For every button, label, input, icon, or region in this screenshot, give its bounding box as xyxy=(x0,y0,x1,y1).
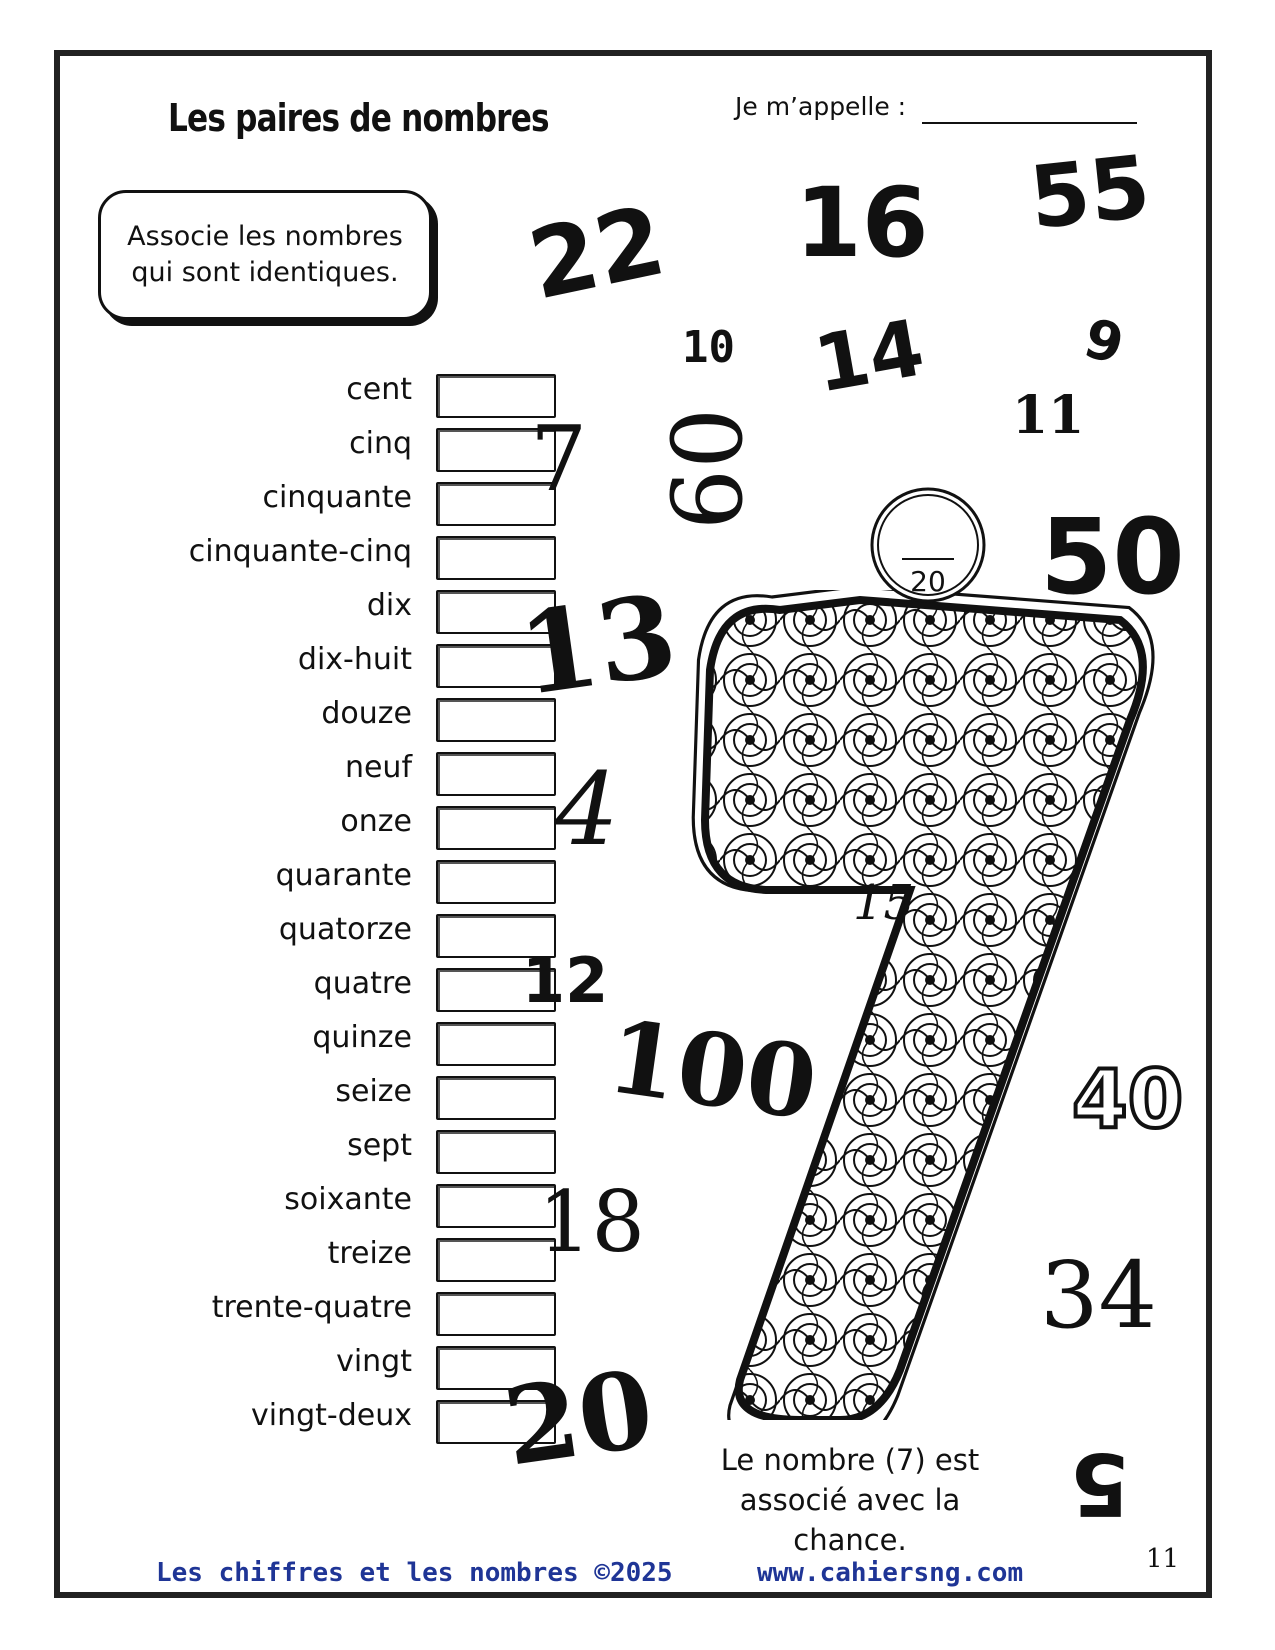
footer-copyright: Les chiffres et les nombres ©2025 xyxy=(156,1558,673,1588)
number-14: 14 xyxy=(808,303,931,411)
coin-number-20: 20 xyxy=(910,565,946,598)
word-row xyxy=(90,694,460,750)
word-label: quatre xyxy=(313,966,412,1001)
page-number: 11 xyxy=(1146,1544,1180,1574)
number-10: 10 xyxy=(682,322,735,373)
number-11: 11 xyxy=(1012,385,1085,446)
number-16: 16 xyxy=(795,167,929,279)
number-34: 34 xyxy=(1040,1242,1158,1349)
answer-box[interactable] xyxy=(436,1022,556,1066)
word-label: dix-huit xyxy=(297,642,412,677)
word-label: onze xyxy=(340,804,412,839)
word-label: quinze xyxy=(312,1020,412,1055)
word-label: sept xyxy=(347,1128,412,1163)
word-row xyxy=(90,1126,460,1182)
name-blank-line[interactable] xyxy=(922,122,1137,124)
word-label: vingt-deux xyxy=(250,1398,412,1433)
number-100: 100 xyxy=(600,997,824,1143)
word-row xyxy=(90,748,460,804)
answer-box[interactable] xyxy=(436,1292,556,1336)
word-row xyxy=(90,1072,460,1128)
answer-box[interactable] xyxy=(436,1130,556,1174)
word-row xyxy=(90,370,460,426)
page-title: Les paires de nombres xyxy=(168,96,549,140)
word-label: vingt xyxy=(336,1344,412,1379)
number-20: 20 xyxy=(496,1345,661,1490)
word-label: trente-quatre xyxy=(211,1290,412,1325)
word-row xyxy=(90,964,460,1020)
number-13: 13 xyxy=(511,569,685,722)
number-7: 7 xyxy=(530,407,588,512)
word-row xyxy=(90,424,460,480)
word-row xyxy=(90,1342,460,1398)
word-label: dix xyxy=(366,588,412,623)
word-row xyxy=(90,586,460,642)
answer-box[interactable] xyxy=(436,752,556,796)
name-prompt: Je m’appelle : xyxy=(735,92,907,121)
word-label: cinquante xyxy=(262,480,412,515)
word-row xyxy=(90,802,460,858)
word-label: douze xyxy=(321,696,412,731)
word-row xyxy=(90,1234,460,1290)
word-row xyxy=(90,478,460,534)
footer-website[interactable]: www.cahiersng.com xyxy=(757,1558,1024,1588)
answer-box[interactable] xyxy=(436,1076,556,1120)
number-60: 60 xyxy=(652,407,764,530)
word-row xyxy=(90,856,460,912)
number-22: 22 xyxy=(519,184,674,322)
word-label: cinquante-cinq xyxy=(188,534,412,569)
number-9: 9 xyxy=(1077,306,1131,377)
word-row xyxy=(90,532,460,588)
number-4: 4 xyxy=(555,751,619,868)
answer-box[interactable] xyxy=(436,806,556,850)
number-40: 40 xyxy=(1072,1053,1184,1146)
word-row xyxy=(90,1396,460,1452)
answer-box[interactable] xyxy=(436,536,556,580)
number-12: 12 xyxy=(522,944,609,1017)
word-label: seize xyxy=(335,1074,412,1109)
word-row xyxy=(90,1180,460,1236)
number-5: 5 xyxy=(1070,1433,1130,1533)
word-label: cent xyxy=(346,372,412,407)
word-label: neuf xyxy=(344,750,412,785)
number-50: 50 xyxy=(1040,496,1185,618)
word-row xyxy=(90,910,460,966)
instructions-box: Associe les nombres qui sont identiques. xyxy=(98,190,432,320)
number-15: 15 xyxy=(853,875,915,931)
word-row xyxy=(90,640,460,696)
word-label: quarante xyxy=(275,858,412,893)
word-row xyxy=(90,1288,460,1344)
caption: Le nombre (7) est associé avec la chance. xyxy=(720,1443,980,1557)
answer-box[interactable] xyxy=(436,860,556,904)
number-55: 55 xyxy=(1025,137,1155,249)
word-label: quatorze xyxy=(278,912,412,947)
number-18: 18 xyxy=(538,1173,645,1271)
word-label: soixante xyxy=(284,1182,412,1217)
word-label: cinq xyxy=(349,426,412,461)
word-row xyxy=(90,1018,460,1074)
word-label: treize xyxy=(327,1236,412,1271)
